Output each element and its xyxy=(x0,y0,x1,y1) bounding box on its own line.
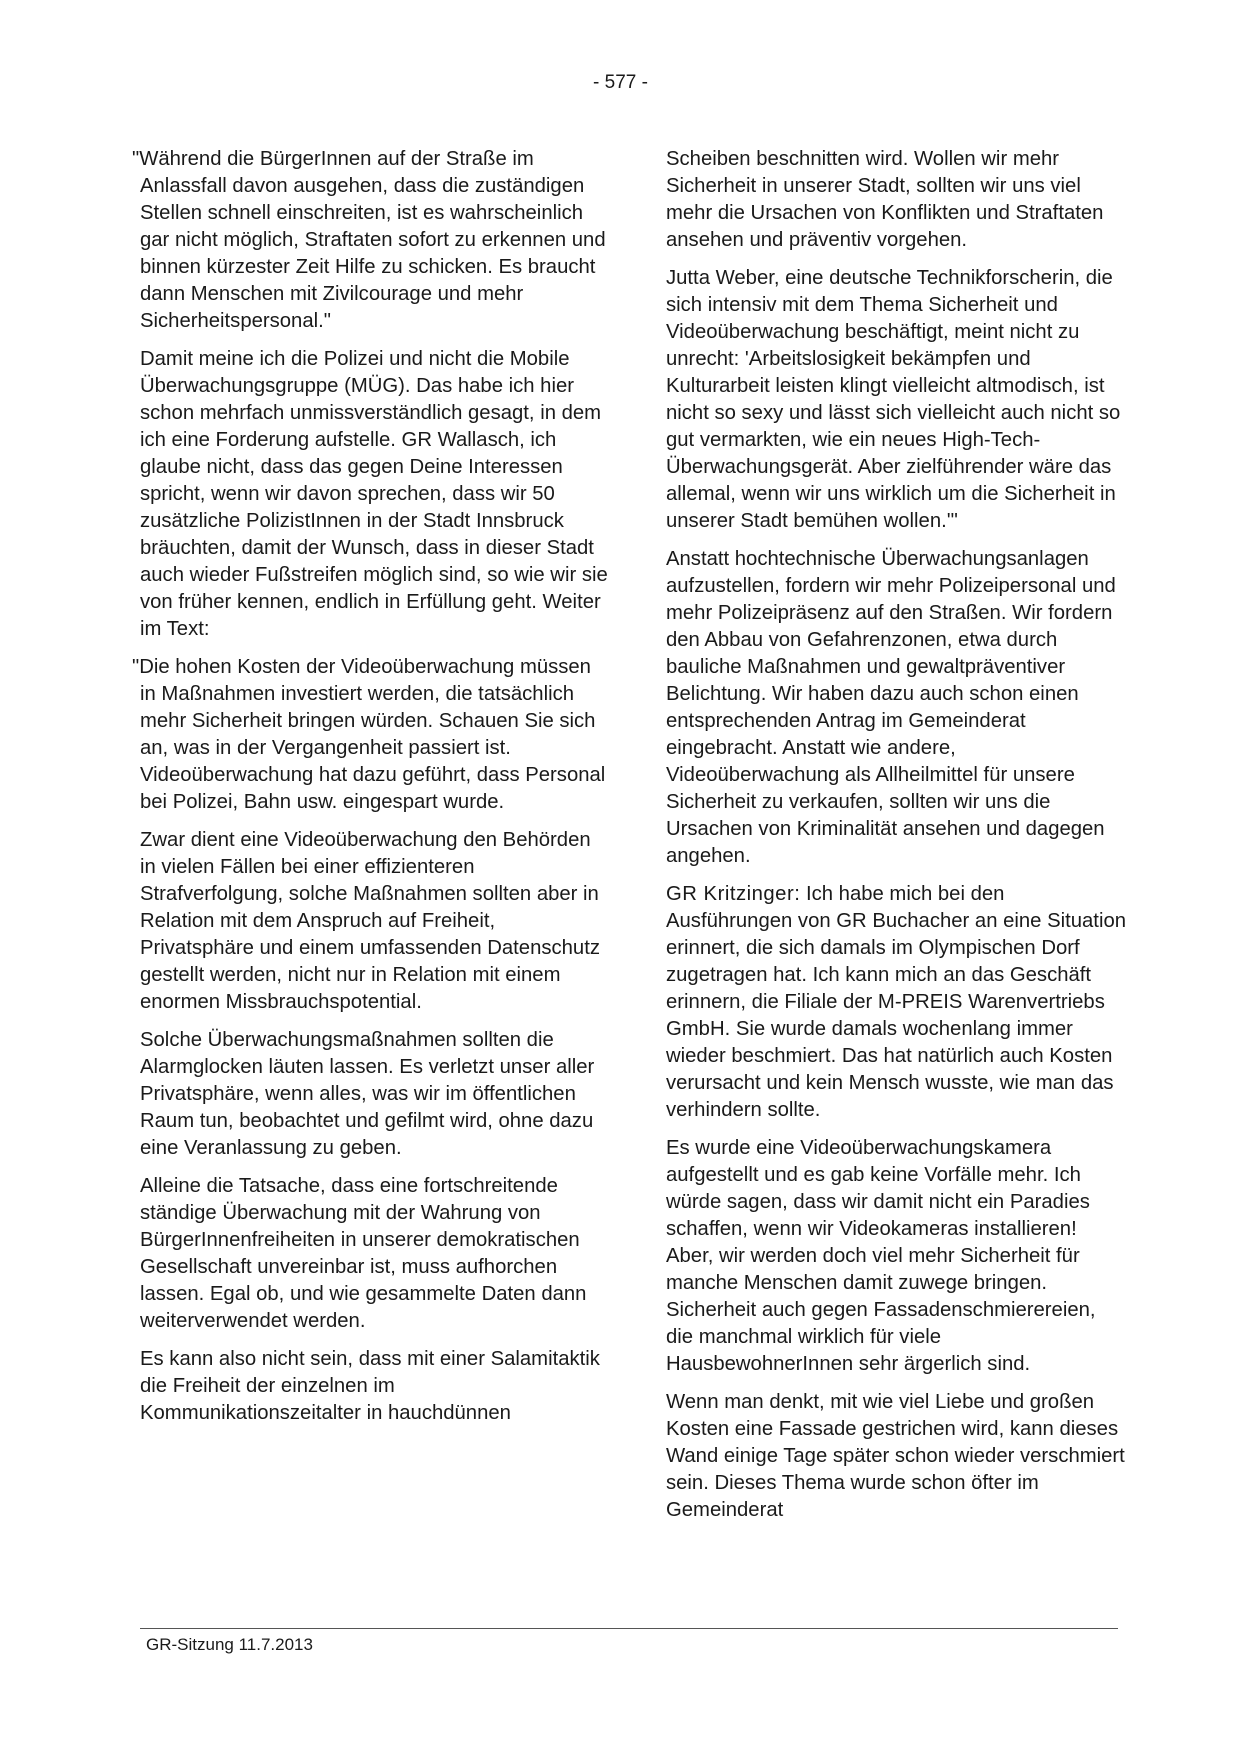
paragraph: Damit meine ich die Polizei und nicht die Mobile Überwachungsgruppe (MÜG). Das habe ich hier schon mehrfach unmissverständlich gesagt, in dem ich eine Forderung aufstelle. GR Wallasch, ich glaube nicht, dass das gegen Deine Interessen spricht, wenn wir davon sprechen, dass wir 50 zusätzliche PolizistInnen in der Stadt Innsbruck bräuchten, damit der Wunsch, dass in dieser Stadt auch wieder Fußstreifen möglich sind, so wie wir sie von früher kennen, endlich in Erfüllung geht. Weiter im Text: xyxy=(140,348,608,640)
footer-session-date: GR-Sitzung 11.7.2013 xyxy=(146,1635,313,1654)
speaker-paragraph xyxy=(666,881,1126,1124)
paragraph: Jutta Weber, eine deutsche Technikforscherin, die sich intensiv mit dem Thema Sicherheit und Videoüberwachung beschäftigt, meint nicht zu unrecht: 'Arbeitslosigkeit bekämpfen und Kulturarbeit leisten klingt vielleicht altmodisch, ist nicht so sexy und lässt sich vielleicht auch nicht so gut vermarkten, wie ein neues High-Tech-Überwachungsgerät. Aber zielführender wäre das allemal, wenn wir uns wirklich um die Sicherheit in unserer Stadt bemühen wollen.'" xyxy=(666,267,1121,532)
paragraph: "Während die BürgerInnen auf der Straße im Anlassfall davon ausgehen, dass die zuständigen Stellen schnell einschreiten, ist es wahrscheinlich gar nicht möglich, Straftaten sofort zu erkennen und binnen kürzester Zeit Hilfe zu schicken. Es braucht dann Menschen mit Zivilcourage und mehr Sicherheitspersonal." xyxy=(132,148,606,332)
paragraph: Solche Überwachungsmaßnahmen sollten die Alarmglocken läuten lassen. Es verletzt unser aller Privatsphäre, wenn alles, was wir im öffentlichen Raum tun, beobachtet und gefilmt wird, ohne dazu eine Veranlassung zu geben. xyxy=(140,1029,595,1159)
paragraph: Es wurde eine Videoüberwachungskamera aufgestellt und es gab keine Vorfälle mehr. Ich würde sagen, dass wir damit nicht ein Paradies schaffen, wenn wir Videokameras installieren! Aber, wir werden doch viel mehr Sicherheit für manche Menschen damit zuwege bringen. Sicherheit auch gegen Fassadenschmierereien, die manchmal wirklich für viele HausbewohnerInnen sehr ärgerlich sind. xyxy=(666,1137,1096,1375)
paragraph: Scheiben beschnitten wird. Wollen wir mehr Sicherheit in unserer Stadt, sollten wir uns viel mehr die Ursachen von Konflikten und Straftaten ansehen und präventiv vorgehen. xyxy=(666,148,1104,251)
paragraph: Wenn man denkt, mit wie viel Liebe und großen Kosten eine Fassade gestrichen wird, kann dieses Wand einige Tage später schon wieder verschmiert sein. Dieses Thema wurde schon öfter im Gemeinderat xyxy=(666,1391,1125,1521)
page-number: - 577 - xyxy=(593,72,648,93)
speaker-text: Ich habe mich bei den Ausführungen von GR Buchacher an eine Situation erinnert, die sich damals im Olympischen Dorf zugetragen hat. Ich kann mich an das Geschäft erinnern, die Filiale der M-PREIS Warenvertriebs GmbH. Sie wurde damals wochenlang immer wieder beschmiert. Das hat natürlich auch Kosten verursacht und kein Mensch wusste, wie man das verhindern sollte. xyxy=(666,883,1127,1121)
paragraph: Anstatt hochtechnische Überwachungsanlagen aufzustellen, fordern wir mehr Polizeipersonal und mehr Polizeipräsenz auf den Straßen. Wir fordern den Abbau von Gefahrenzonen, etwa durch bauliche Maßnahmen und gewaltpräventiver Belichtung. Wir haben dazu auch schon einen entsprechenden Antrag im Gemeinderat eingebracht. Anstatt wie andere, Videoüberwachung als Allheilmittel für unsere Sicherheit zu verkaufen, sollten wir uns die Ursachen von Kriminalität ansehen und dagegen angehen. xyxy=(666,548,1116,867)
paragraph: "Die hohen Kosten der Videoüberwachung müssen in Maßnahmen investiert werden, die tatsächlich mehr Sicherheit bringen würden. Schauen Sie sich an, was in der Vergangenheit passiert ist. Videoüberwachung hat dazu geführt, dass Personal bei Polizei, Bahn usw. eingespart wurde. xyxy=(132,656,606,813)
paragraph: Zwar dient eine Videoüberwachung den Behörden in vielen Fällen bei einer effizienteren Strafverfolgung, solche Maßnahmen sollten aber in Relation mit dem Anspruch auf Freiheit, Privatsphäre und einem umfassenden Datenschutz gestellt werden, nicht nur in Relation mit einem enormen Missbrauchspotential. xyxy=(140,829,600,1013)
left-column xyxy=(132,146,608,1438)
paragraph: Es kann also nicht sein, dass mit einer Salamitaktik die Freiheit der einzelnen im Kommunikationszeitalter in hauchdünnen xyxy=(140,1348,600,1424)
paragraph: Alleine die Tatsache, dass eine fortschreitende ständige Überwachung mit der Wahrung von BürgerInnenfreiheiten in unserer demokratischen Gesellschaft unvereinbar ist, muss aufhorchen lassen. Egal ob, und wie gesammelte Daten dann weiterverwendet werden. xyxy=(140,1175,587,1332)
footer-divider xyxy=(140,1628,1118,1629)
right-column xyxy=(666,146,1126,1535)
speaker-name: GR Kritzinger: xyxy=(666,883,801,905)
